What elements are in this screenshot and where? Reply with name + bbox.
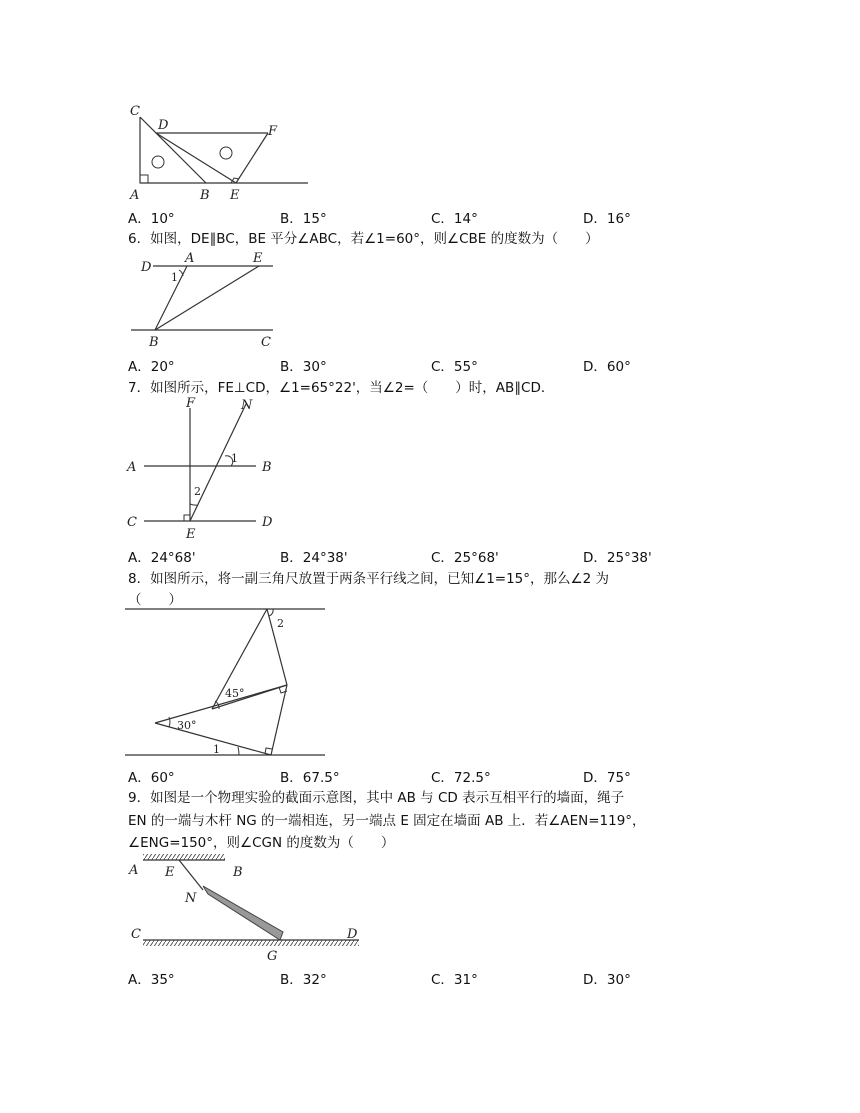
q5-option-d[interactable]: D．16° <box>583 211 631 227</box>
q8-option-d[interactable]: D．75° <box>583 770 631 786</box>
q7-label-2: 2 <box>194 485 201 498</box>
q7-label-D: D <box>262 515 273 530</box>
q8-option-c[interactable]: C．72.5° <box>431 770 491 786</box>
q6-option-b[interactable]: B．30° <box>280 359 327 375</box>
q6-options <box>128 355 748 375</box>
q9-option-d[interactable]: D．30° <box>583 972 631 988</box>
q5-figure <box>120 95 320 205</box>
q9-label-A: A <box>129 863 139 878</box>
q6-label-B: B <box>149 335 159 350</box>
q8-question-text-line2: （ ） <box>128 592 182 608</box>
q6-label-D: D <box>141 260 152 275</box>
q7-label-B: B <box>262 460 272 475</box>
q9-label-B: B <box>233 865 243 880</box>
q8-label-1: 1 <box>213 743 220 756</box>
q6-question-text: 6．如图，DE∥BC，BE 平分∠ABC，若∠1=60°，则∠CBE 的度数为（ ） <box>128 231 599 247</box>
q6-figure <box>125 248 285 353</box>
q7-option-b[interactable]: B．24°38' <box>280 550 348 566</box>
q9-label-C: C <box>131 927 141 942</box>
q5-label-D: D <box>158 118 169 133</box>
q6-label-C: C <box>261 335 271 350</box>
q7-label-C: C <box>127 515 137 530</box>
q5-option-b[interactable]: B．15° <box>280 211 327 227</box>
q9-label-D: D <box>347 927 358 942</box>
q5-label-C: C <box>130 104 140 119</box>
q7-label-E: E <box>186 527 196 542</box>
q7-label-F: F <box>186 396 196 411</box>
q8-label-45: 45° <box>225 687 245 700</box>
q8-label-2: 2 <box>277 617 284 630</box>
q6-option-c[interactable]: C．55° <box>431 359 478 375</box>
q7-options <box>128 546 748 566</box>
q9-options <box>128 968 748 988</box>
q9-label-E: E <box>165 865 175 880</box>
q5-option-a[interactable]: A．10° <box>128 211 175 227</box>
q9-question-text-line1: 9．如图是一个物理实验的截面示意图，其中 AB 与 CD 表示互相平行的墙面，绳子 <box>128 790 625 806</box>
q6-option-a[interactable]: A．20° <box>128 359 175 375</box>
q9-option-b[interactable]: B．32° <box>280 972 327 988</box>
q8-label-30: 30° <box>177 719 197 732</box>
q8-figure <box>125 603 335 761</box>
q6-label-A: A <box>185 251 195 266</box>
q9-figure <box>125 852 365 964</box>
q8-option-b[interactable]: B．67.5° <box>280 770 340 786</box>
q9-question-text-line2: EN 的一端与木杆 NG 的一端相连，另一端点 E 固定在墙面 AB 上．若∠AEN=119°， <box>128 813 646 829</box>
q5-label-E: E <box>230 188 240 203</box>
q9-label-N: N <box>185 891 197 906</box>
q5-options <box>128 207 748 227</box>
q6-option-d[interactable]: D．60° <box>583 359 631 375</box>
q9-label-G: G <box>267 949 278 964</box>
q6-label-E: E <box>253 251 263 266</box>
q9-question-text-line3: ∠ENG=150°，则∠CGN 的度数为（ ） <box>128 835 395 851</box>
q9-option-a[interactable]: A．35° <box>128 972 175 988</box>
q5-label-B: B <box>200 188 210 203</box>
q7-option-a[interactable]: A．24°68' <box>128 550 196 566</box>
q5-label-F: F <box>268 124 278 139</box>
q6-label-1: 1 <box>171 271 178 284</box>
q7-label-1: 1 <box>231 452 238 465</box>
q7-figure <box>120 396 290 544</box>
q5-option-c[interactable]: C．14° <box>431 211 478 227</box>
q5-label-A: A <box>130 188 140 203</box>
q7-label-A: A <box>127 460 137 475</box>
q8-options <box>128 766 748 786</box>
q7-label-N: N <box>241 398 253 413</box>
q7-question-text: 7．如图所示，FE⊥CD，∠1=65°22'，当∠2=（ ）时，AB∥CD． <box>128 380 555 396</box>
q9-option-c[interactable]: C．31° <box>431 972 478 988</box>
q7-option-d[interactable]: D．25°38' <box>583 550 652 566</box>
q7-option-c[interactable]: C．25°68' <box>431 550 499 566</box>
q8-question-text-line1: 8．如图所示，将一副三角尺放置于两条平行线之间，已知∠1=15°，那么∠2 为 <box>128 571 610 587</box>
q8-option-a[interactable]: A．60° <box>128 770 175 786</box>
